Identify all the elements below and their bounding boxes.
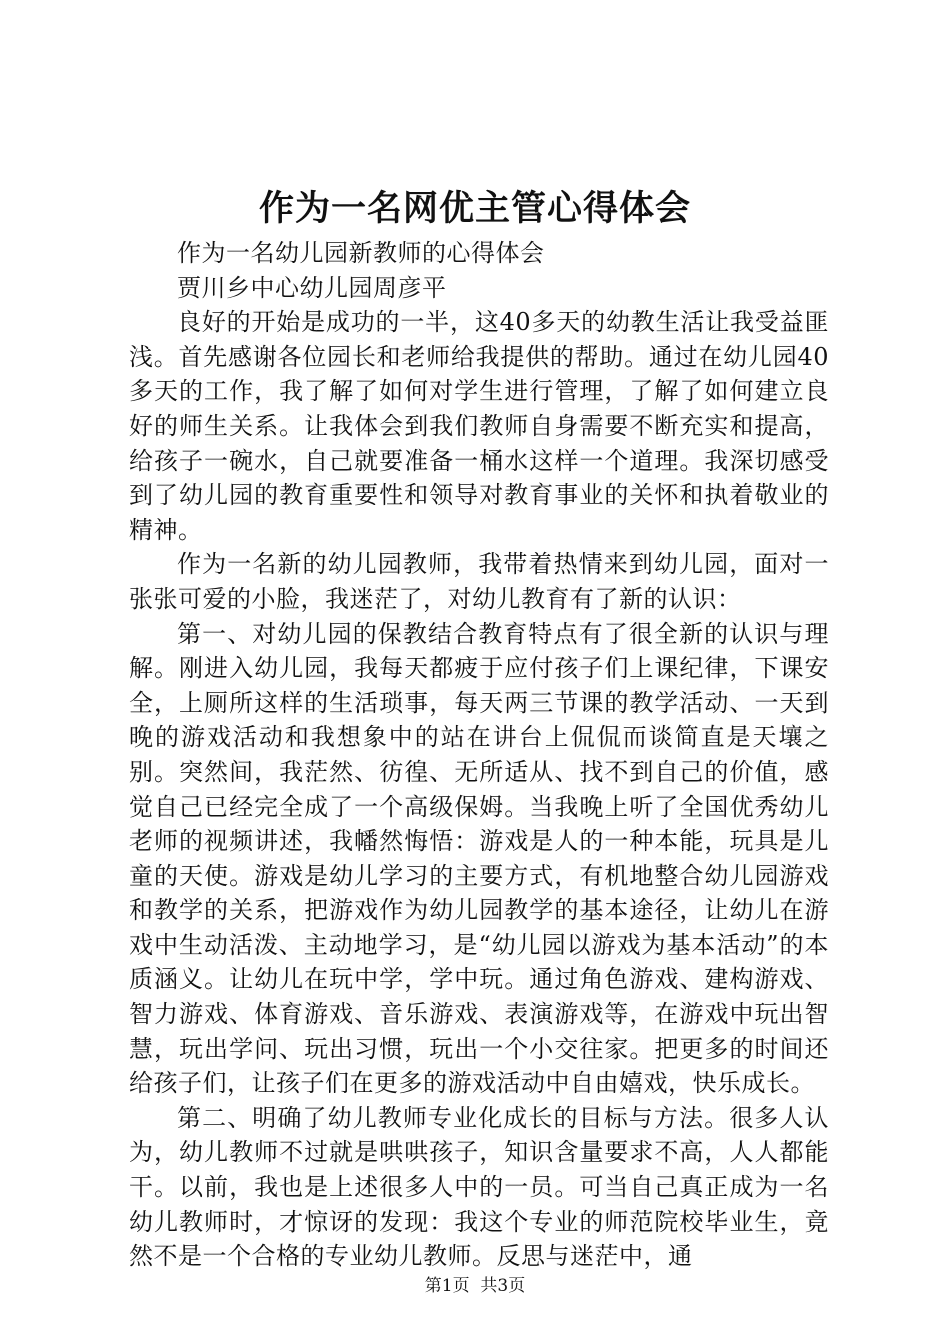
body-paragraph: 良好的开始是成功的一半，这40多天的幼教生活让我受益匪浅。首先感谢各位园长和老师给我提供的帮助。通过在幼儿园40多天的工作，我了解了如何对学生进行管理，了解了如何建立良好的师生关系。让我体会到我们教师自身需要不断充实和提高，给孩子一碗水，自己就要准备一桶水这样一个道理。我深切感受到了幼儿园的教育重要性和领导对教育事业的关怀和执着敬业的精神。 (129, 308, 829, 544)
document-title: 作为一名网优主管心得体会 (258, 188, 691, 229)
document-body (129, 236, 829, 1274)
body-paragraph: 第二、明确了幼儿教师专业化成长的目标与方法。很多人认为，幼儿教师不过就是哄哄孩子，知识含量要求不高，人人都能干。以前，我也是上述很多人中的一员。可当自己真正成为一名幼儿教师时，才惊讶的发现：我这个专业的师范院校毕业生，竟然不是一个合格的专业幼儿教师。反思与迷茫中，通 (129, 1103, 829, 1271)
body-paragraph: 第一、对幼儿园的保教结合教育特点有了很全新的认识与理解。刚进入幼儿园，我每天都疲于应付孩子们上课纪律，下课安全，上厕所这样的生活琐事，每天两三节课的教学活动、一天到晚的游戏活动和我想象中的站在讲台上侃侃而谈简直是天壤之别。突然间，我茫然、彷徨、无所适从、找不到自己的价值，感觉自己已经完全成了一个高级保姆。当我晚上听了全国优秀幼儿老师的视频讲述，我幡然悔悟：游戏是人的一种本能，玩具是儿童的天使。游戏是幼儿学习的主要方式，有机地整合幼儿园游戏和教学的关系，把游戏作为幼儿园教学的基本途径，让幼儿在游戏中生动活泼、主动地学习，是“幼儿园以游戏为基本活动”的本质涵义。让幼儿在玩中学，学中玩。通过角色游戏、建构游戏、智力游戏、体育游戏、音乐游戏、表演游戏等，在游戏中玩出智慧，玩出学问、玩出习惯，玩出一个小交往家。把更多的时间还给孩子们，让孩子们在更多的游戏活动中自由嬉戏，快乐成长。 (129, 619, 829, 1098)
page-footer: 第1页 共3页 (424, 1276, 526, 1296)
subtitle-paragraph: 作为一名幼儿园新教师的心得体会 (177, 239, 545, 267)
author-paragraph: 贾川乡中心幼儿园周彦平 (177, 273, 447, 302)
body-paragraph: 作为一名新的幼儿园教师，我带着热情来到幼儿园，面对一张张可爱的小脸，我迷茫了，对幼儿教育有了新的认识： (129, 550, 829, 613)
